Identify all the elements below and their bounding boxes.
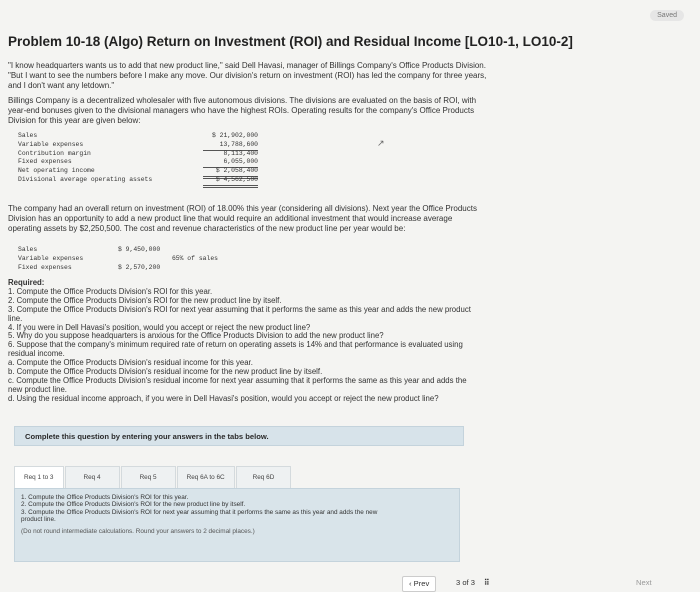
row-value: $ 21,902,000 <box>211 132 258 139</box>
tab-req-1-to-3[interactable]: Req 1 to 3 <box>14 466 64 488</box>
opportunity-line: The company had an overall return on investment (ROI) of 18.00% this year (considering all divisions). Next year the Office Products <box>8 204 477 213</box>
required-item: 6. Suppose that the company's minimum required rate of return on operating assets is 14% and that performance is evaluated using <box>8 340 463 350</box>
chevron-left-icon: ‹ <box>409 579 412 588</box>
intro-paragraph <box>8 61 543 91</box>
panel-line: product line. <box>21 516 56 524</box>
intro-line: "But I want to see the numbers before I make any move. Our division's return on investment (ROI) has led the company for three years, <box>8 71 487 80</box>
panel-line: 1. Compute the Office Products Division's ROI for this year. <box>21 494 189 501</box>
row-label: Sales <box>18 246 38 253</box>
rounding-note: (Do not round intermediate calculations. Round your answers to 2 decimal places.) <box>21 527 255 535</box>
required-item: 5. Why do you suppose headquarters is anxious for the Office Products Division to add the new product line? <box>8 331 384 341</box>
table-row <box>18 132 278 141</box>
required-item: a. Compute the Office Products Division's residual income for this year. <box>8 358 253 368</box>
opportunity-line: operating assets by $2,250,500. The cost and revenue characteristics of the new product line per year would be: <box>8 224 406 233</box>
tab-req-6d[interactable]: Req 6D <box>236 466 292 488</box>
tab-req-5[interactable]: Req 5 <box>121 466 176 488</box>
table-row <box>18 150 278 159</box>
requirement-tabs <box>14 466 292 488</box>
tab-req-6a-to-6c[interactable]: Req 6A to 6C <box>177 466 235 488</box>
required-item: line. <box>8 313 23 323</box>
row-value: $ 2,570,200 <box>118 263 161 271</box>
required-heading: Required: <box>8 278 45 287</box>
required-item: 1. Compute the Office Products Division's ROI for this year. <box>8 286 213 296</box>
row-label: Fixed expenses <box>18 158 72 166</box>
company-description <box>8 96 543 126</box>
table-row <box>18 264 258 273</box>
operating-results-table <box>18 132 278 185</box>
description-line: year-end bonuses given to the divisional managers who have the highest ROIs. Operating results for the company's Office Products <box>8 106 475 115</box>
opportunity-paragraph <box>8 204 543 234</box>
required-item: 2. Compute the Office Products Division's ROI for the new product line by itself. <box>8 295 282 305</box>
row-label: Sales <box>18 132 38 139</box>
row-value: 6,055,000 <box>203 158 258 168</box>
intro-line: "I know headquarters wants us to add that new product line," said Dell Havasi, manager of Billings Company's Office Products Division. <box>8 61 486 70</box>
required-item: residual income. <box>8 349 65 359</box>
page-indicator: 3 of 3 <box>456 578 475 587</box>
table-row <box>18 246 258 255</box>
row-value: $ 4,562,500 <box>203 176 258 188</box>
grid-icon[interactable]: ⠿ <box>484 578 489 587</box>
table-row <box>18 141 278 150</box>
row-value: 8,113,400 <box>223 149 258 157</box>
row-label: Contribution margin <box>18 149 91 157</box>
new-product-line-table <box>18 246 258 272</box>
next-button[interactable]: Next <box>636 578 652 587</box>
required-item: 3. Compute the Office Products Division's ROI for next year assuming that it performs the same as this year and adds the new product <box>8 304 471 314</box>
saved-status-badge: Saved <box>650 10 684 21</box>
page-title: Problem 10-18 (Algo) Return on Investment (ROI) and Residual Income [LO10-1, LO10-2] <box>8 34 573 49</box>
cursor-arrow-icon: ↗ <box>377 138 385 148</box>
required-item: 4. If you were in Dell Havasi's position, would you accept or reject the new product line? <box>8 322 311 332</box>
row-value: 13,788,600 <box>203 141 258 151</box>
panel-line: 2. Compute the Office Products Division's ROI for the new product line by itself. <box>21 501 246 509</box>
table-row <box>18 167 278 176</box>
table-row <box>18 255 258 264</box>
intro-line: and I don't want any letdown." <box>8 81 115 90</box>
row-value: 65% of sales <box>171 254 218 262</box>
description-line: Billings Company is a decentralized wholesaler with five autonomous divisions. The divisions are evaluated on the basis of ROI, with <box>8 96 477 105</box>
required-section <box>8 279 528 404</box>
panel-line: 3. Compute the Office Products Division's ROI for next year assuming that it performs the same as this year and adds the new <box>21 508 378 516</box>
table-row <box>18 176 278 185</box>
row-value: $ 9,450,000 <box>118 246 161 253</box>
prev-label: Prev <box>413 579 430 588</box>
row-value: $ 2,058,400 <box>203 167 258 179</box>
opportunity-line: Division has an opportunity to add a new product line that would require an additional investment that would increase average <box>8 214 453 223</box>
required-item: c. Compute the Office Products Division's residual income for next year assuming that it performs the same as this year and adds the <box>8 375 467 385</box>
required-item: d. Using the residual income approach, if you were in Dell Havasi's position, would you accept or reject the new product line? <box>8 393 439 403</box>
required-item: b. Compute the Office Products Division's residual income for the new product line by itself. <box>8 367 323 377</box>
required-item: new product line. <box>8 384 67 394</box>
row-label: Fixed expenses <box>18 263 72 271</box>
row-label: Variable expenses <box>18 140 84 148</box>
row-label: Net operating income <box>18 167 95 175</box>
tab-req-4[interactable]: Req 4 <box>65 466 120 488</box>
instruction-box: Complete this question by entering your answers in the tabs below. <box>14 426 464 446</box>
table-row <box>18 158 278 167</box>
row-label: Variable expenses <box>18 254 84 262</box>
tab-panel <box>14 488 460 562</box>
row-label: Divisional average operating assets <box>18 175 153 183</box>
description-line: Division for this year are given below: <box>8 116 141 125</box>
